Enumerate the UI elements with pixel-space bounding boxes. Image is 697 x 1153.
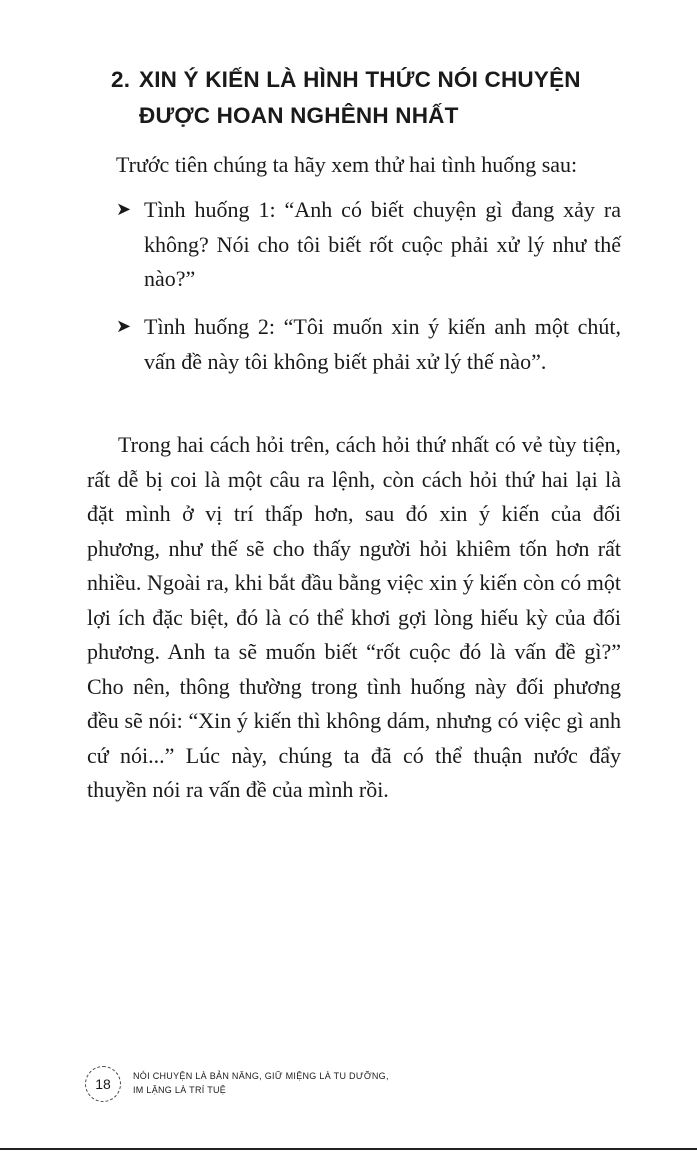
bullet-text-1: Tình huống 1: “Anh có biết chuyện gì đang xảy ra không? Nói cho tôi biết rốt cuộc phải xử lý như thế nào?” xyxy=(144,197,621,291)
intro-sentence: Trước tiên chúng ta hãy xem thử hai tình huống sau: xyxy=(116,152,578,177)
bullet-text-2: Tình huống 2: “Tôi muốn xin ý kiến anh một chút, vấn đề này tôi không biết phải xử lý thế nào”. xyxy=(144,314,621,374)
section-title-line-1: XIN Ý KIẾN LÀ HÌNH THỨC NÓI CHUYỆN xyxy=(139,67,581,92)
book-title-line-1: NÓI CHUYỆN LÀ BẢN NĂNG, GIỮ MIỆNG LÀ TU DƯỠNG, xyxy=(133,1071,389,1081)
body-paragraph: Trong hai cách hỏi trên, cách hỏi thứ nhất có vẻ tùy tiện, rất dễ bị coi là một câu ra lệnh, còn cách hỏi thứ hai lại là đặt mình ở vị trí thấp hơn, sau đó xin ý kiến của đối phương, như thế sẽ cho thấy người hỏi khiêm tốn hơn rất nhiều. Ngoài ra, khi bắt đầu bằng việc xin ý kiến còn có một lợi ích đặc biệt, đó là có thể khơi gợi lòng hiếu kỳ của đối phương. Anh ta sẽ muốn biết “rốt cuộc đó là vấn đề gì?” Cho nên, thông thường trong tình huống này đối phương đều sẽ nói: “Xin ý kiến thì không dám, nhưng có việc gì anh cứ nói...” Lúc này, chúng ta đã có thể thuận nước đẩy thuyền nói ra vấn đề của mình rồi. xyxy=(87,432,621,802)
section-number: 2. xyxy=(111,67,131,92)
running-book-title xyxy=(133,1069,389,1097)
heading-line-1 xyxy=(111,62,651,98)
arrow-bullet-icon: ➤ xyxy=(116,199,132,220)
bullet-item-1 xyxy=(116,193,621,297)
page-footer xyxy=(85,1066,505,1106)
section-title-line-2: ĐƯỢC HOAN NGHÊNH NHẤT xyxy=(139,103,459,128)
book-title-line-2: IM LẶNG LÀ TRÍ TUỆ xyxy=(133,1085,227,1095)
page-number-badge xyxy=(85,1066,121,1102)
page-edge-divider xyxy=(0,1148,697,1150)
page-number: 18 xyxy=(95,1076,111,1092)
arrow-bullet-icon: ➤ xyxy=(116,316,132,337)
section-heading xyxy=(111,62,651,134)
bullet-item-2 xyxy=(116,310,621,379)
